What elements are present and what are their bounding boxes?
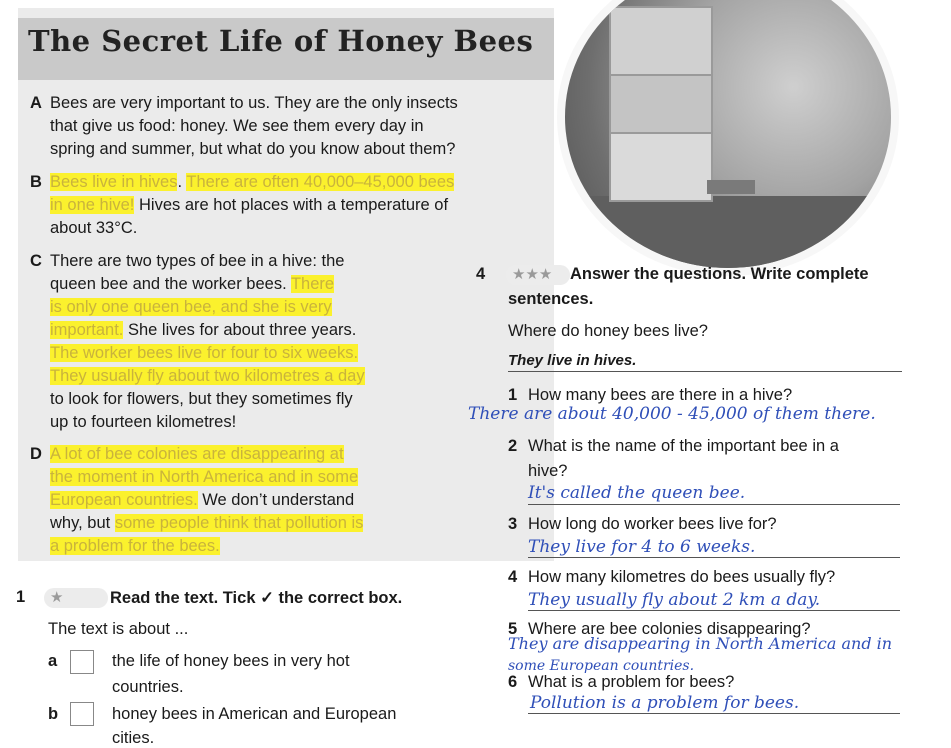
paragraph-line [50,171,454,194]
exercise-instruction: Answer the questions. Write complete [570,265,869,283]
example-question: Where do honey bees live? [508,322,708,340]
hive-box [609,132,713,202]
exercise-instruction: sentences. [508,290,594,308]
answer-line [508,371,902,372]
handwritten-answer[interactable]: There are about 40,000 - 45,000 of them there. [468,404,876,424]
question-number: 5 [508,620,518,638]
question-text: What is the name of the important bee in a [528,437,839,455]
highlight: European countries. [50,491,198,509]
question-number: 1 [508,386,518,404]
highlight: They usually fly about two kilometres a day [50,367,365,385]
paragraph-label: D [30,445,42,463]
difficulty-stars: ★★★ [506,265,570,285]
handwritten-answer[interactable]: It's called the queen bee. [528,483,746,503]
question-text: How long do worker bees live for? [528,515,777,533]
beehive-photo [557,0,899,276]
option-b-checkbox[interactable] [70,702,94,726]
question-text: What is a problem for bees? [528,673,735,691]
handwritten-answer[interactable]: Pollution is a problem for bees. [530,693,800,713]
handwritten-answer[interactable]: They are disappearing in North America and in [508,634,893,653]
exercise-number: 1 [16,588,26,606]
hive-box [609,74,713,138]
paragraph-line: to look for flowers, but they sometimes fly [50,390,353,408]
paragraph-line: up to fourteen kilometres! [50,413,237,431]
paragraph-line [50,273,334,296]
page-title: The Secret Life of Honey Bees [28,24,534,58]
paragraph-label: C [30,252,42,270]
text-run: queen bee and the worker bees. [50,275,291,293]
highlight: important. [50,321,124,339]
handwritten-answer[interactable]: some European countries. [508,658,695,674]
paragraph-line [50,489,354,512]
paragraph-line [50,319,356,342]
highlight: Bees live in hives [50,173,178,191]
highlight: There [290,275,335,293]
highlight: There are often 40,000–45,000 bees [186,173,455,191]
highlight: is only one queen bee, and she is very [50,298,332,316]
paragraph-line [50,443,344,466]
paragraph-line [50,342,358,365]
exercise-prompt: The text is about ... [48,620,189,638]
option-letter: b [48,705,59,723]
option-text: honey bees in American and European [112,705,397,723]
highlight: The worker bees live for four to six weeks. [50,344,359,362]
paragraph-label: B [30,173,42,191]
text-run: She lives for about three years. [123,321,357,339]
question-text: How many kilometres do bees usually fly? [528,568,836,586]
highlight: the moment in North America and in some [50,468,359,486]
paragraph-line [50,466,358,489]
option-text: countries. [112,678,184,696]
paragraph-line: spring and summer, but what do you know about them? [50,140,456,158]
highlight: a problem for the bees. [50,537,220,555]
option-letter: a [48,652,58,670]
option-text: the life of honey bees in very hot [112,652,350,670]
hive-roof [707,180,755,194]
paragraph-line: Bees are very important to us. They are the only insects [50,94,458,112]
question-number: 4 [508,568,518,586]
text-run: . [177,173,183,191]
difficulty-stars: ★ [44,588,108,608]
hive-box [609,6,713,80]
highlight: in one hive! [50,196,135,214]
highlight: some people think that pollution is [114,514,364,532]
paragraph-line [50,512,363,535]
question-number: 2 [508,437,518,455]
exercise-number: 4 [476,265,486,283]
answer-line [528,504,900,505]
answer-line [528,713,900,714]
paragraph-line [50,194,448,217]
text-run: We don’t understand [197,491,355,509]
text-run: Hives are hot places with a temperature of [134,196,449,214]
handwritten-answer[interactable]: They usually fly about 2 km a day. [528,590,821,610]
question-text: hive? [528,462,568,480]
handwritten-answer[interactable]: They live for 4 to 6 weeks. [528,537,756,557]
paragraph-line: that give us food: honey. We see them every day in [50,117,424,135]
paragraph-label: A [30,94,42,112]
answer-line [528,610,900,611]
answer-line [528,557,900,558]
paragraph-line [50,535,220,558]
question-number: 6 [508,673,518,691]
question-text: How many bees are there in a hive? [528,386,793,404]
option-a-checkbox[interactable] [70,650,94,674]
photo-ground [565,196,891,276]
paragraph-line: about 33°C. [50,219,138,237]
option-text: cities. [112,729,155,747]
paragraph-line: There are two types of bee in a hive: the [50,252,345,270]
paragraph-line [50,365,365,388]
highlight: A lot of bee colonies are disappearing at [50,445,344,463]
text-run: why, but [50,514,115,532]
question-number: 3 [508,515,518,533]
question-text: Where are bee colonies disappearing? [528,620,811,638]
exercise-instruction: Read the text. Tick ✓ the correct box. [110,589,403,607]
paragraph-line [50,296,332,319]
example-answer: They live in hives. [508,352,637,369]
